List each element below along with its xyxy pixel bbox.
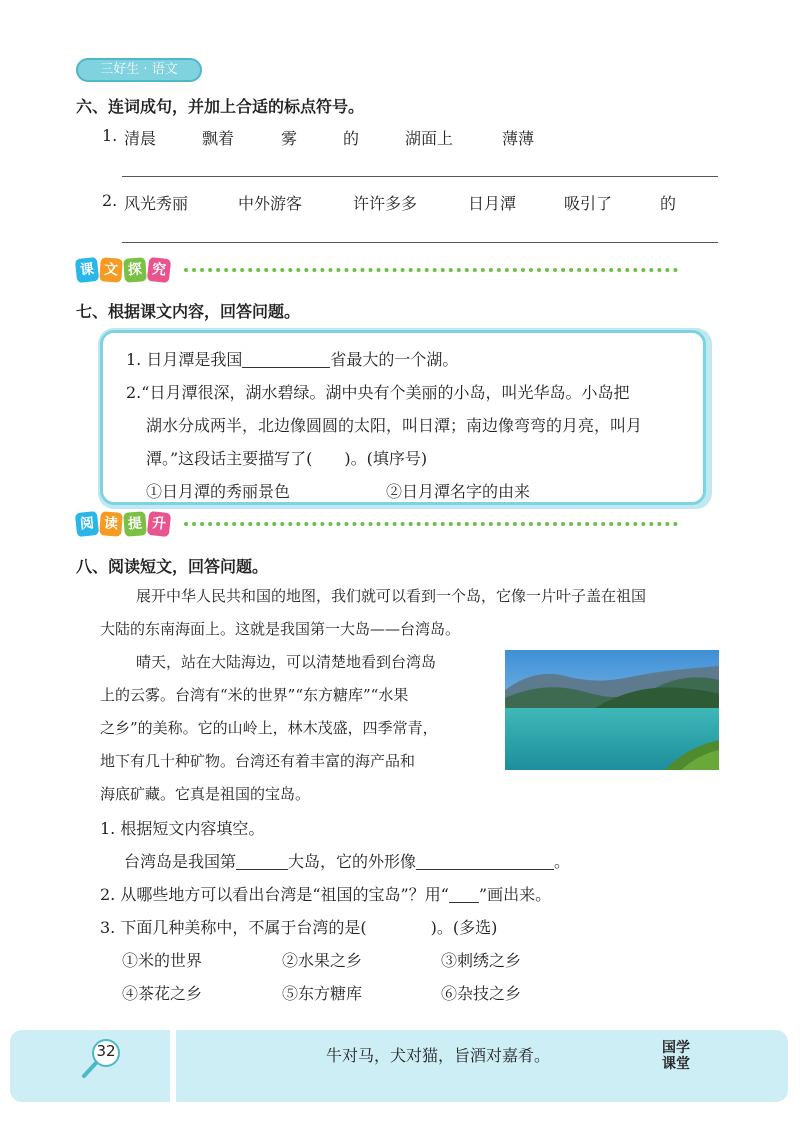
section7-title: 七、根据课文内容，回答问题。 — [76, 302, 301, 321]
s8-q1-title: 1. 根据短文内容填空。 — [100, 819, 265, 838]
passage-line: 晴天，站在大陆海边，可以清楚地看到台湾岛 — [136, 653, 437, 671]
s7-q2-line: 2.“日月潭很深，湖水碧绿。湖中央有个美丽的小岛，叫光华岛。小岛把 — [126, 383, 630, 402]
section-badge-reading-improvement — [76, 512, 170, 536]
section6-title: 六、连词成句，并加上合适的标点符号。 — [76, 97, 365, 116]
answer-line[interactable] — [122, 176, 718, 177]
badge-char: 课 — [75, 257, 99, 283]
s6-item1-word: 清晨 — [124, 129, 157, 148]
lake-photo — [505, 650, 719, 770]
s6-item1-number: 1. — [102, 126, 118, 145]
dotted-divider — [184, 522, 678, 526]
s6-item2-word: 的 — [660, 194, 677, 213]
s6-item2-word: 风光秀丽 — [124, 194, 189, 213]
book-series-tab: 三好生 · 语文 — [76, 58, 202, 82]
s6-item1-word: 飘着 — [202, 129, 235, 148]
s7-q1-text: 1. 日月潭是我国 — [126, 350, 243, 369]
passage-line: 海底矿藏。它真是祖国的宝岛。 — [100, 785, 311, 803]
s6-item2-word: 日月潭 — [468, 194, 517, 213]
passage-line: 地下有几十种矿物。台湾还有着丰富的海产品和 — [100, 752, 416, 770]
s8-q1-text: 。 — [554, 852, 571, 871]
page-number: 32 — [96, 1042, 116, 1060]
badge-char: 究 — [147, 257, 171, 283]
s7-q2-line: 湖水分成两半，北边像圆圆的太阳，叫日潭；南边像弯弯的月亮，叫月 — [146, 416, 643, 435]
footer-label-line: 国学 — [662, 1040, 690, 1056]
s6-item1-word: 的 — [343, 129, 360, 148]
footer-right-panel — [176, 1030, 788, 1102]
s8-option[interactable]: ⑤东方糖库 — [282, 984, 363, 1003]
s8-q3: 3. 下面几种美称中，不属于台湾的是( )。(多选) — [100, 918, 498, 937]
footer-quote: 牛对马，犬对猫，旨酒对嘉肴。 — [326, 1046, 551, 1065]
s8-q2-text: ”画出来。 — [478, 885, 552, 904]
s8-q1-fill — [124, 849, 570, 872]
s6-item2-number: 2. — [102, 191, 118, 210]
s7-q2-line: 潭。”这段话主要描写了( )。(填序号) — [146, 449, 428, 468]
s8-option[interactable]: ③刺绣之乡 — [441, 951, 522, 970]
s8-q2-text: 2. 从哪些地方可以看出台湾是“祖国的宝岛”？用“ — [100, 885, 449, 904]
s8-option[interactable]: ①米的世界 — [122, 951, 203, 970]
section8-title: 八、阅读短文，回答问题。 — [76, 557, 269, 576]
s8-q1-text: 台湾岛是我国第 — [124, 852, 237, 871]
badge-char: 探 — [123, 257, 147, 282]
s6-item2-word: 吸引了 — [564, 194, 613, 213]
s8-option[interactable]: ②水果之乡 — [282, 951, 363, 970]
section-badge-text-exploration — [76, 258, 170, 282]
badge-char: 阅 — [75, 511, 99, 537]
passage-line: 上的云雾。台湾有“米的世界”“东方糖库”“水果 — [100, 686, 409, 704]
passage-line: 展开中华人民共和国的地图，我们就可以看到一个岛，它像一片叶子盖在祖国 — [136, 587, 647, 605]
badge-char: 读 — [99, 511, 123, 536]
s6-item1-word: 薄薄 — [502, 129, 535, 148]
answer-line[interactable] — [122, 242, 718, 243]
s7-q1 — [126, 347, 458, 370]
s8-q1-text: 大岛，它的外形像 — [288, 852, 417, 871]
footer-label — [662, 1040, 690, 1072]
footer-label-line: 课堂 — [662, 1056, 690, 1072]
answer-blank[interactable] — [236, 853, 288, 870]
passage-line: 之乡”的美称。它的山岭上，林木茂盛，四季常青， — [100, 719, 438, 737]
answer-blank[interactable] — [242, 351, 330, 368]
dotted-divider — [184, 268, 678, 272]
s7-q1-text: 省最大的一个湖。 — [330, 350, 459, 369]
underline-sample — [449, 886, 479, 903]
s6-item1-word: 雾 — [281, 129, 298, 148]
s8-option[interactable]: ⑥杂技之乡 — [441, 984, 522, 1003]
badge-char: 文 — [99, 257, 123, 282]
s6-item2-word: 中外游客 — [238, 194, 303, 213]
badge-char: 升 — [147, 511, 171, 537]
answer-blank[interactable] — [416, 853, 554, 870]
passage-line: 大陆的东南海面上。这就是我国第一大岛——台湾岛。 — [100, 620, 461, 638]
s7-option[interactable]: ②日月潭名字的由来 — [386, 482, 531, 501]
s6-item2-word: 许许多多 — [353, 194, 418, 213]
lake-photo-illustration — [505, 650, 719, 770]
s7-option[interactable]: ①日月潭的秀丽景色 — [146, 482, 291, 501]
badge-char: 提 — [123, 511, 147, 536]
s8-q2 — [100, 882, 551, 905]
s6-item1-word: 湖面上 — [405, 129, 454, 148]
s8-option[interactable]: ④茶花之乡 — [122, 984, 203, 1003]
